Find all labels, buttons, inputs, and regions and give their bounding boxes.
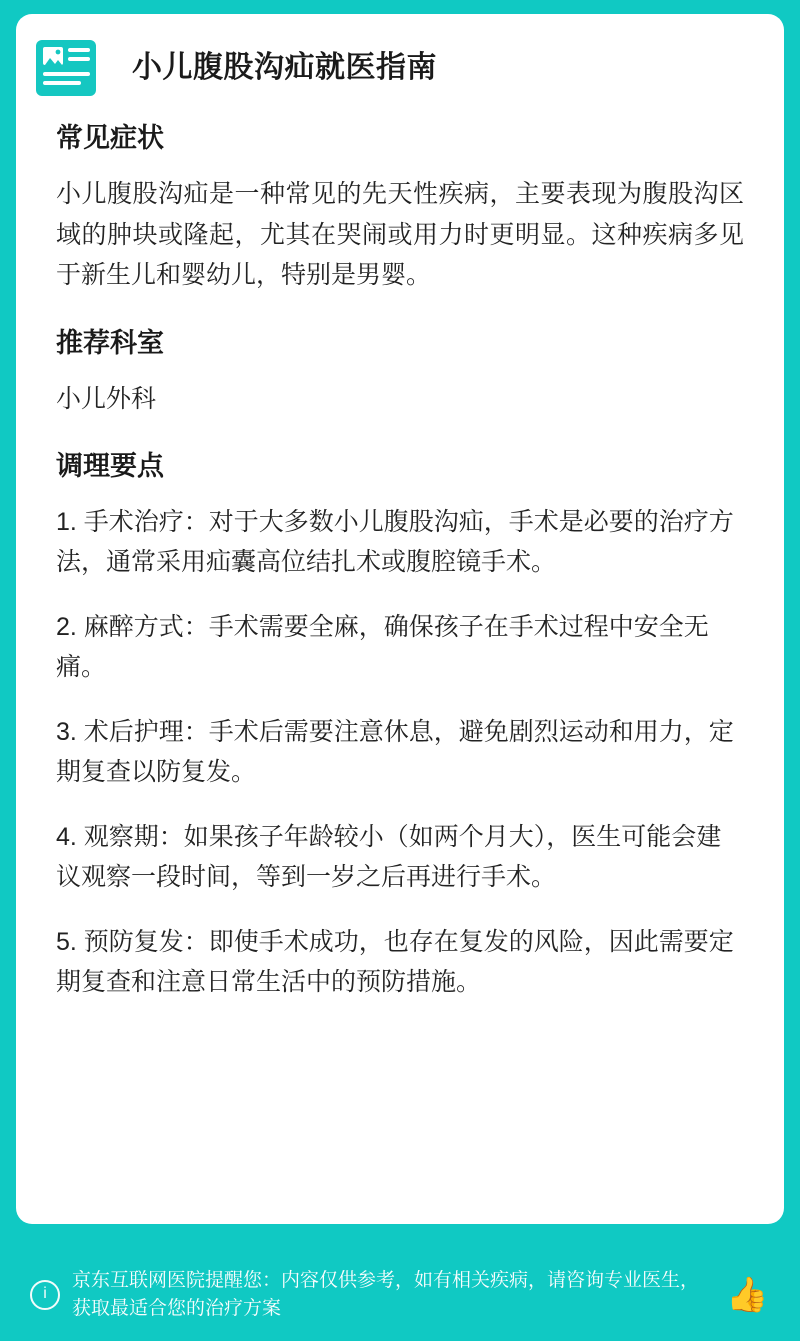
section-heading-department: 推荐科室 (56, 327, 164, 358)
section-heading-symptoms: 常见症状 (56, 123, 164, 153)
info-icon: i (30, 1280, 60, 1310)
list-item: 3. 术后护理：手术后需要注意休息，避免剧烈运动和用力，定期复查以防复发。 (56, 717, 734, 787)
section-paragraph-symptoms: 小儿腹股沟疝是一种常见的先天性疾病，主要表现为腹股沟区域的肿块或隆起，尤其在哭闹或用力时更明显。这种疾病多见于新生儿和婴幼儿，特别是男婴。 (56, 180, 744, 290)
thumbs-up-icon[interactable]: 👍 (726, 1276, 769, 1314)
list-item: 1. 手术治疗：对于大多数小儿腹股沟疝，手术是必要的治疗方法，通常采用疝囊高位结扎术或腹腔镜手术。 (56, 507, 734, 577)
document-image-icon (34, 36, 98, 100)
guide-card (16, 14, 784, 1224)
guide-content (56, 121, 744, 1003)
section-paragraph-department: 小儿外科 (56, 384, 157, 413)
list-item: 2. 麻醉方式：手术需要全麻，确保孩子在手术过程中安全无痛。 (56, 612, 709, 682)
list-item: 4. 观察期：如果孩子年龄较小（如两个月大），医生可能会建议观察一段时间，等到一岁之后再进行手术。 (56, 822, 722, 892)
page-title: 小儿腹股沟疝就医指南 (132, 51, 437, 84)
footer-disclaimer (16, 1259, 784, 1331)
section-heading-care-points: 调理要点 (56, 450, 164, 481)
footer-text: 京东互联网医院提醒您：内容仅供参考，如有相关疾病，请咨询专业医生，获取最适合您的治疗方案 (72, 1269, 700, 1319)
list-item: 5. 预防复发：即使手术成功，也存在复发的风险，因此需要定期复查和注意日常生活中的预防措施。 (56, 927, 734, 997)
